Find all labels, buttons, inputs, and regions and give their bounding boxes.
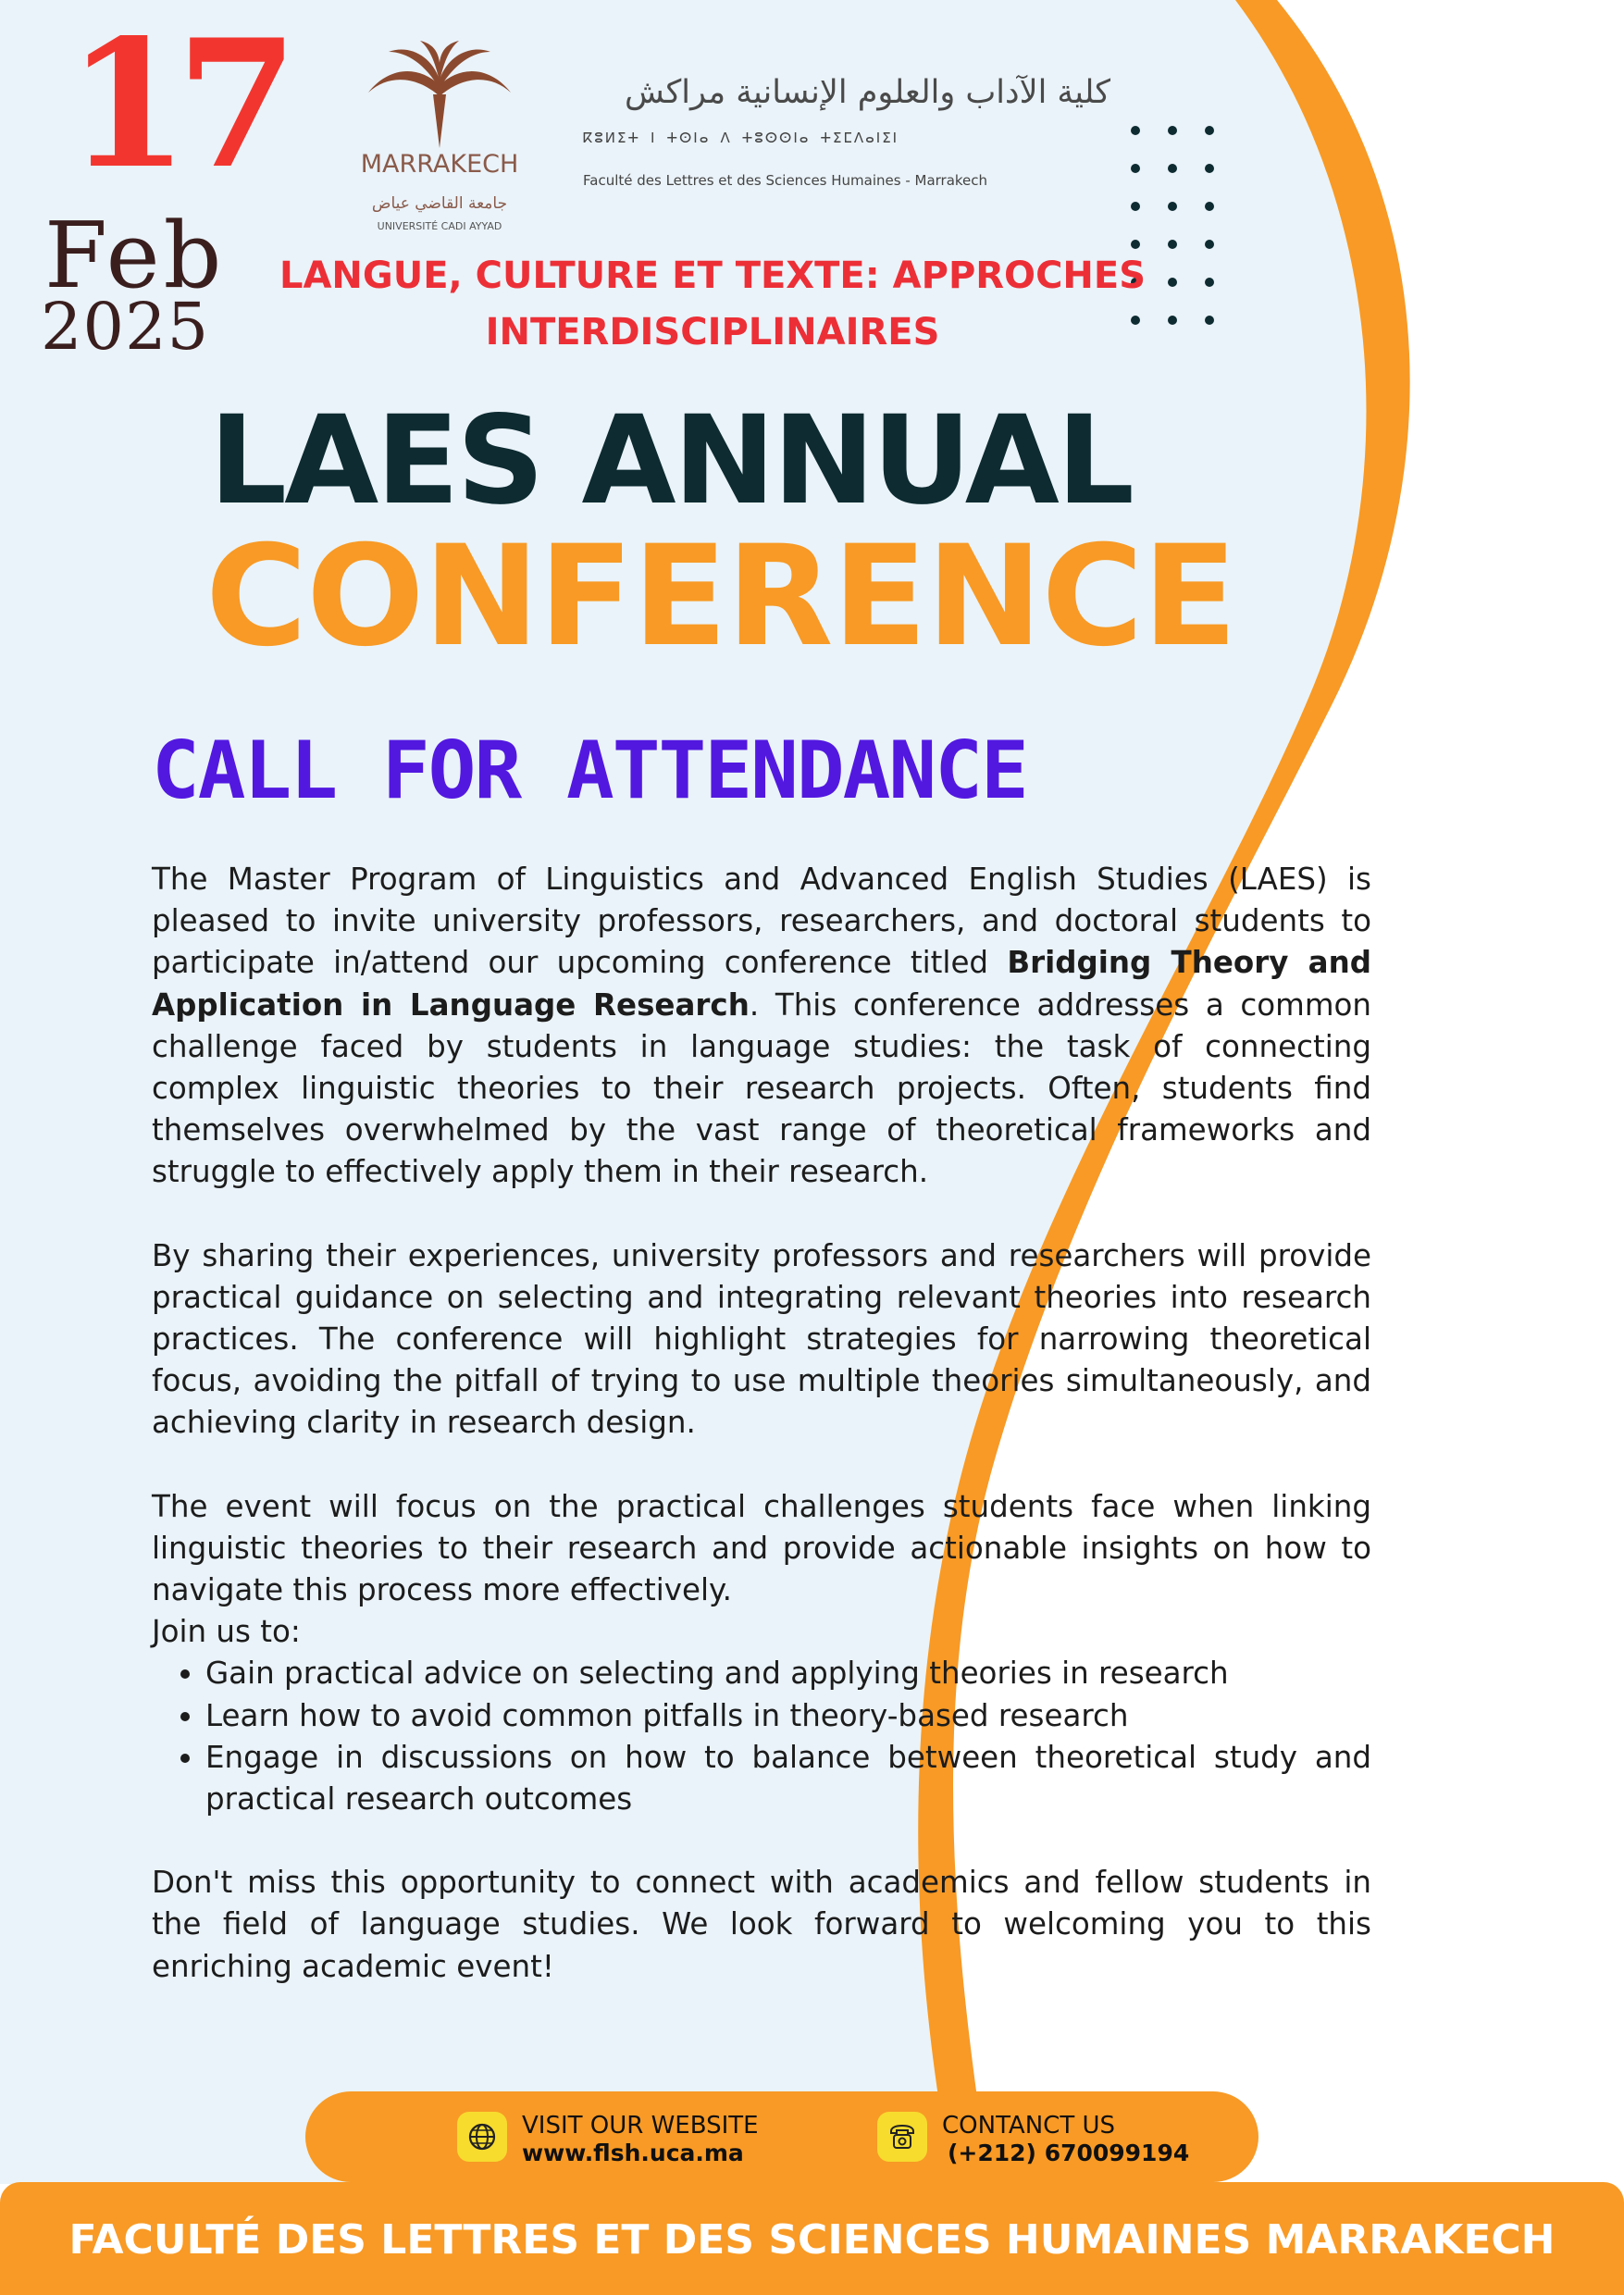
logo-arabic-name: جامعة القاضي عياض bbox=[371, 194, 508, 213]
benefits-list bbox=[152, 1653, 1371, 1820]
call-for-attendance-heading: CALL FOR ATTENDANCE bbox=[152, 725, 1027, 817]
conference-title-bold: Bridging Theory and Application in Language Research bbox=[152, 945, 1371, 1023]
theme-line-1: LANGUE, CULTURE ET TEXTE: APPROCHES bbox=[279, 254, 1147, 297]
body-text bbox=[152, 859, 1371, 1988]
dot bbox=[1205, 278, 1214, 287]
dot bbox=[1131, 164, 1140, 173]
list-item: • Gain practical advice on selecting and applying theories in research bbox=[205, 1653, 1371, 1694]
university-logo bbox=[352, 39, 527, 242]
title-line-1: LAES ANNUAL bbox=[209, 390, 1132, 532]
paragraph-1 bbox=[152, 859, 1371, 1194]
paragraph-2: By sharing their experiences, university professors and researchers will provide practical guidance on selecting and integrating relevant theories into research practices. The conference will highlight strategies for narrowing theoretical focus, avoiding the pitfall of trying to use multiple theories simultaneously, and achieving clarity in research design. bbox=[152, 1237, 1371, 1441]
dot bbox=[1168, 278, 1177, 287]
paragraph-1-start: The Master Program of Linguistics and Advanced English Studies (LAES) is pleased to invite university professors, researchers, and doctoral students to participate in/attend our upcoming conference titled bbox=[152, 862, 1371, 981]
phone-contact[interactable] bbox=[877, 2103, 1210, 2171]
phone-icon bbox=[877, 2112, 927, 2162]
website-link[interactable]: www.flsh.uca.ma bbox=[522, 2140, 744, 2166]
date-year: 2025 bbox=[41, 289, 210, 365]
dot bbox=[1168, 126, 1177, 135]
join-us-label: Join us to: bbox=[152, 1614, 301, 1650]
dot bbox=[1205, 240, 1214, 249]
website-label: VISIT OUR WEBSITE bbox=[522, 2112, 759, 2140]
list-item: • Learn how to avoid common pitfalls in theory-based research bbox=[205, 1695, 1371, 1737]
title-line-2: CONFERENCE bbox=[205, 516, 1237, 677]
date-day: 17 bbox=[67, 1, 286, 207]
contact-bar bbox=[305, 2091, 1258, 2182]
dot bbox=[1168, 240, 1177, 249]
website-contact[interactable] bbox=[457, 2103, 790, 2171]
conference-theme bbox=[268, 248, 1157, 361]
faculty-tifinagh-name: ⴽⵓⵍⵉⵜ ⵏ ⵜⵙⵏⴰ ⴷ ⵜⵓⵙⵙⵏⴰ ⵜⵉⵎⴷⴰⵏⵉⵏ bbox=[583, 130, 899, 146]
faculty-logo bbox=[574, 74, 1110, 204]
dot bbox=[1205, 126, 1214, 135]
phone-label: CONTANCT US bbox=[942, 2112, 1116, 2140]
logo-university-name: UNIVERSITÉ CADI AYYAD bbox=[377, 220, 502, 232]
footer-faculty-name: FACULTÉ DES LETTRES ET DES SCIENCES HUMAINES MARRAKECH bbox=[68, 2216, 1556, 2264]
faculty-arabic-name: كلية الآداب والعلوم الإنسانية مراكش bbox=[625, 74, 1110, 111]
paragraph-4: Don't miss this opportunity to connect with academics and fellow students in the field of language studies. We look forward to welcoming you to this enriching academic event! bbox=[152, 1865, 1371, 1984]
dot bbox=[1168, 316, 1177, 325]
list-item: • Engage in discussions on how to balance between theoretical study and practical research outcomes bbox=[205, 1737, 1371, 1820]
palm-logo-icon bbox=[352, 39, 527, 150]
dot bbox=[1168, 202, 1177, 211]
dot bbox=[1131, 126, 1140, 135]
logo-city: MARRAKECH bbox=[360, 150, 519, 179]
footer-banner bbox=[0, 2182, 1624, 2295]
dot bbox=[1205, 164, 1214, 173]
dot bbox=[1131, 202, 1140, 211]
paragraph-3: The event will focus on the practical challenges students face when linking linguistic theories to their research and provide actionable insights on how to navigate this process more effectively. bbox=[152, 1488, 1371, 1608]
dot bbox=[1205, 316, 1214, 325]
date-month: Feb bbox=[44, 204, 226, 309]
theme-line-2: INTERDISCIPLINAIRES bbox=[485, 311, 940, 354]
faculty-french-name: Faculté des Lettres et des Sciences Humaines - Marrakech bbox=[583, 172, 988, 189]
globe-icon bbox=[457, 2112, 507, 2162]
phone-number[interactable]: (+212) 670099194 bbox=[948, 2140, 1190, 2166]
paragraph-1-end: . This conference addresses a common challenge faced by students in language studies: the task of connecting complex linguistic theories to their research projects. Often, students find themselves overwhelmed by the vast range of theoretical frameworks and struggle to effectively apply them in their research. bbox=[152, 986, 1371, 1190]
dot bbox=[1205, 202, 1214, 211]
dot bbox=[1168, 164, 1177, 173]
